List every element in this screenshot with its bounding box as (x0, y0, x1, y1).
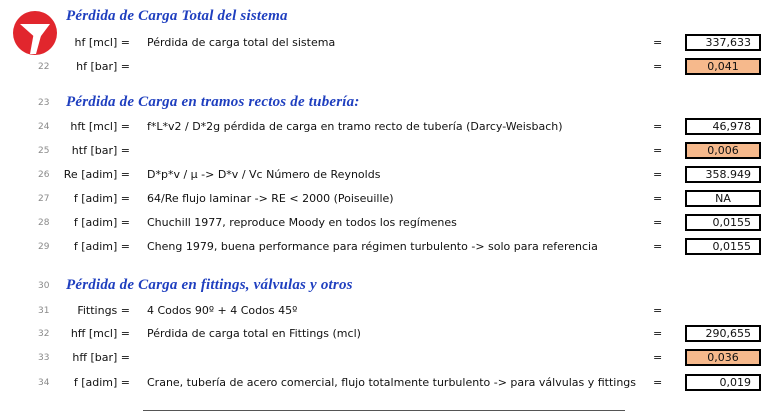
section-title-straight-pipe: Pérdida de Carga en tramos rectos de tubería: (66, 94, 360, 110)
row-variable: f [adim] = (73, 240, 130, 253)
row-variable: f [adim] = (73, 216, 130, 229)
value-cell[interactable]: 0,0155 (685, 214, 761, 231)
value-cell[interactable]: NA (685, 190, 761, 207)
row-equals: = (653, 168, 663, 181)
row-description: f*L*v2 / D*2g pérdida de carga en tramo recto de tubería (Darcy-Weisbach) (147, 120, 563, 133)
row-equals: = (653, 144, 663, 157)
table-row (0, 118, 770, 138)
row-description: 4 Codos 90º + 4 Codos 45º (147, 304, 298, 317)
table-row (0, 142, 770, 162)
section-title-total: Pérdida de Carga Total del sistema (66, 8, 288, 24)
table-row (0, 325, 770, 345)
row-equals: = (653, 216, 663, 229)
row-variable: hft [mcl] = (70, 120, 130, 133)
row-number: 28 (38, 218, 50, 228)
row-variable: hf [bar] = (76, 60, 130, 73)
row-equals: = (653, 36, 663, 49)
row-number: 26 (38, 170, 50, 180)
row-number: 22 (38, 62, 50, 72)
table-row (0, 349, 770, 369)
row-description: Cheng 1979, buena performance para régimen turbulento -> solo para referencia (147, 240, 598, 253)
table-row (0, 238, 770, 258)
row-equals: = (653, 240, 663, 253)
row-equals: = (653, 60, 663, 73)
value-cell[interactable]: 46,978 (685, 118, 761, 135)
row-variable: hff [mcl] = (70, 327, 130, 340)
value-cell[interactable]: 290,655 (685, 325, 761, 342)
row-variable: f [adim] = (73, 376, 130, 389)
section-title-fittings: Pérdida de Carga en fittings, válvulas y otros (66, 277, 353, 293)
row-number: 32 (38, 329, 50, 339)
row-variable: Fittings = (77, 304, 130, 317)
row-number: 30 (38, 281, 50, 291)
value-cell[interactable]: 337,633 (685, 34, 761, 51)
row-number: 24 (38, 122, 50, 132)
row-number: 23 (38, 98, 50, 108)
row-number: 34 (38, 378, 50, 388)
row-variable: htf [bar] = (71, 144, 130, 157)
row-description: Crane, tubería de acero comercial, flujo totalmente turbulento -> para válvulas y fittings (147, 376, 637, 389)
row-description: Pérdida de carga total del sistema (147, 36, 336, 49)
row-equals: = (653, 120, 663, 133)
row-variable: hf [mcl] = (74, 36, 130, 49)
row-equals: = (653, 376, 663, 389)
table-row (0, 374, 770, 394)
value-cell[interactable]: 0,036 (685, 349, 761, 366)
table-row (0, 34, 770, 54)
row-description: D*p*v / μ -> D*v / Vc Número de Reynolds (147, 168, 381, 181)
table-row (0, 58, 770, 78)
row-number: 27 (38, 194, 50, 204)
row-description: 64/Re flujo laminar -> RE < 2000 (Poiseuille) (147, 192, 394, 205)
divider (143, 410, 625, 411)
row-equals: = (653, 192, 663, 205)
row-description: Pérdida de carga total en Fittings (mcl) (147, 327, 361, 340)
value-cell[interactable]: 0,019 (685, 374, 761, 391)
table-row (0, 166, 770, 186)
row-variable: Re [adim] = (63, 168, 130, 181)
value-cell[interactable]: 0,0155 (685, 238, 761, 255)
table-row (0, 214, 770, 234)
row-number: 31 (38, 306, 50, 316)
row-description: Chuchill 1977, reproduce Moody en todos los regímenes (147, 216, 457, 229)
row-equals: = (653, 304, 663, 317)
row-number: 33 (38, 353, 50, 363)
row-number: 25 (38, 146, 50, 156)
value-cell[interactable]: 0,041 (685, 58, 761, 75)
row-number: 29 (38, 242, 50, 252)
value-cell[interactable]: 0,006 (685, 142, 761, 159)
row-equals: = (653, 351, 663, 364)
value-cell[interactable]: 358.949 (685, 166, 761, 183)
table-row (0, 302, 770, 322)
table-row (0, 190, 770, 210)
row-equals: = (653, 327, 663, 340)
row-variable: hff [bar] = (72, 351, 130, 364)
row-variable: f [adim] = (73, 192, 130, 205)
